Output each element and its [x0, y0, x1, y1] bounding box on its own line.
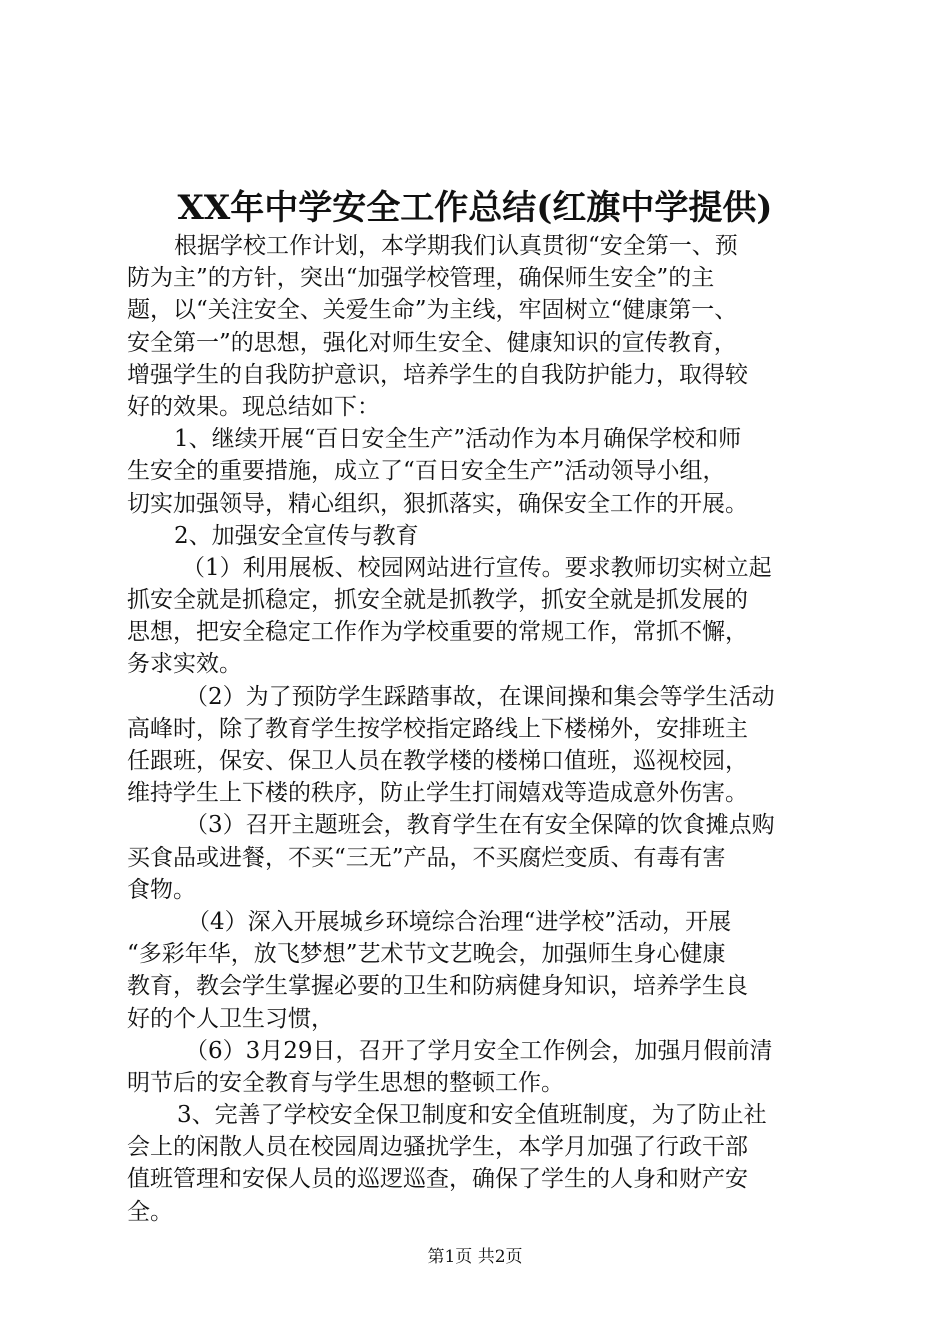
- paragraph-line: （4）深入开展城乡环境综合治理“进学校”活动，开展: [187, 908, 732, 935]
- paragraph-line: 切实加强领导，精心组织，狠抓落实，确保安全工作的开展。: [127, 490, 748, 517]
- paragraph-line: 教育，教会学生掌握必要的卫生和防病健身知识，培养学生良: [127, 973, 748, 1000]
- paragraph-line: （6）3月29日，召开了学月安全工作例会，加强月假前清: [185, 1037, 773, 1064]
- paragraph-line: “多彩年华，放飞梦想”艺术节文艺晚会，加强师生身心健康: [127, 941, 726, 968]
- paragraph-line: 明节后的安全教育与学生思想的整顿工作。: [127, 1069, 564, 1096]
- paragraph-line: 抓安全就是抓稳定，抓安全就是抓教学，抓安全就是抓发展的: [127, 587, 748, 614]
- paragraph-line: 买食品或进餐，不买“三无”产品，不买腐烂变质、有毒有害: [127, 844, 726, 871]
- paragraph-line: 生安全的重要措施，成立了“百日安全生产”活动领导小组，: [127, 458, 726, 485]
- paragraph-line: 值班管理和安保人员的巡逻巡查，确保了学生的人身和财产安: [127, 1166, 748, 1193]
- paragraph-line: 高峰时，除了教育学生按学校指定路线上下楼梯外，安排班主: [127, 715, 748, 742]
- paragraph-line: 根据学校工作计划，本学期我们认真贯彻“安全第一、预: [174, 233, 738, 259]
- paragraph-line: 增强学生的自我防护意识，培养学生的自我防护能力，取得较: [127, 361, 748, 388]
- paragraph-line: 2、加强安全宣传与教育: [174, 522, 419, 549]
- paragraph-line: 好的个人卫生习惯，: [127, 1005, 334, 1032]
- paragraph-line: （2）为了预防学生踩踏事故，在课间操和集会等学生活动: [185, 683, 775, 710]
- paragraph-line: 3、完善了学校安全保卫制度和安全值班制度，为了防止社: [177, 1102, 767, 1129]
- paragraph-line: 会上的闲散人员在校园周边骚扰学生，本学月加强了行政干部: [127, 1134, 748, 1161]
- paragraph-line: 食物。: [127, 876, 196, 903]
- paragraph-line: （3）召开主题班会，教育学生在有安全保障的饮食摊点购: [185, 812, 775, 839]
- paragraph-line: 好的效果。现总结如下：: [127, 393, 380, 420]
- paragraph-line: 务求实效。: [127, 651, 242, 678]
- page-footer: 第1页 共2页: [427, 1247, 523, 1267]
- paragraph-line: 防为主”的方针，突出“加强学校管理，确保师生安全”的主: [127, 265, 715, 292]
- paragraph-line: 任跟班，保安、保卫人员在教学楼的楼梯口值班，巡视校园，: [127, 748, 748, 774]
- paragraph-line: 思想，把安全稳定工作作为学校重要的常规工作，常抓不懈，: [127, 619, 748, 646]
- paragraph-line: 1、继续开展“百日安全生产”活动作为本月确保学校和师: [174, 426, 742, 453]
- paragraph-line: 全。: [127, 1198, 173, 1225]
- paragraph-line: （1）利用展板、校园网站进行宣传。要求教师切实树立起: [182, 554, 772, 581]
- paragraph-line: 题，以“关注安全、关爱生命”为主线，牢固树立“健康第一、: [127, 297, 738, 324]
- document-title: XX年中学安全工作总结(红旗中学提供): [177, 188, 773, 228]
- paragraph-line: 维持学生上下楼的秩序，防止学生打闹嬉戏等造成意外伤害。: [127, 780, 748, 807]
- paragraph-line: 安全第一”的思想，强化对师生安全、健康知识的宣传教育，: [127, 329, 737, 356]
- document-body: [127, 230, 847, 1228]
